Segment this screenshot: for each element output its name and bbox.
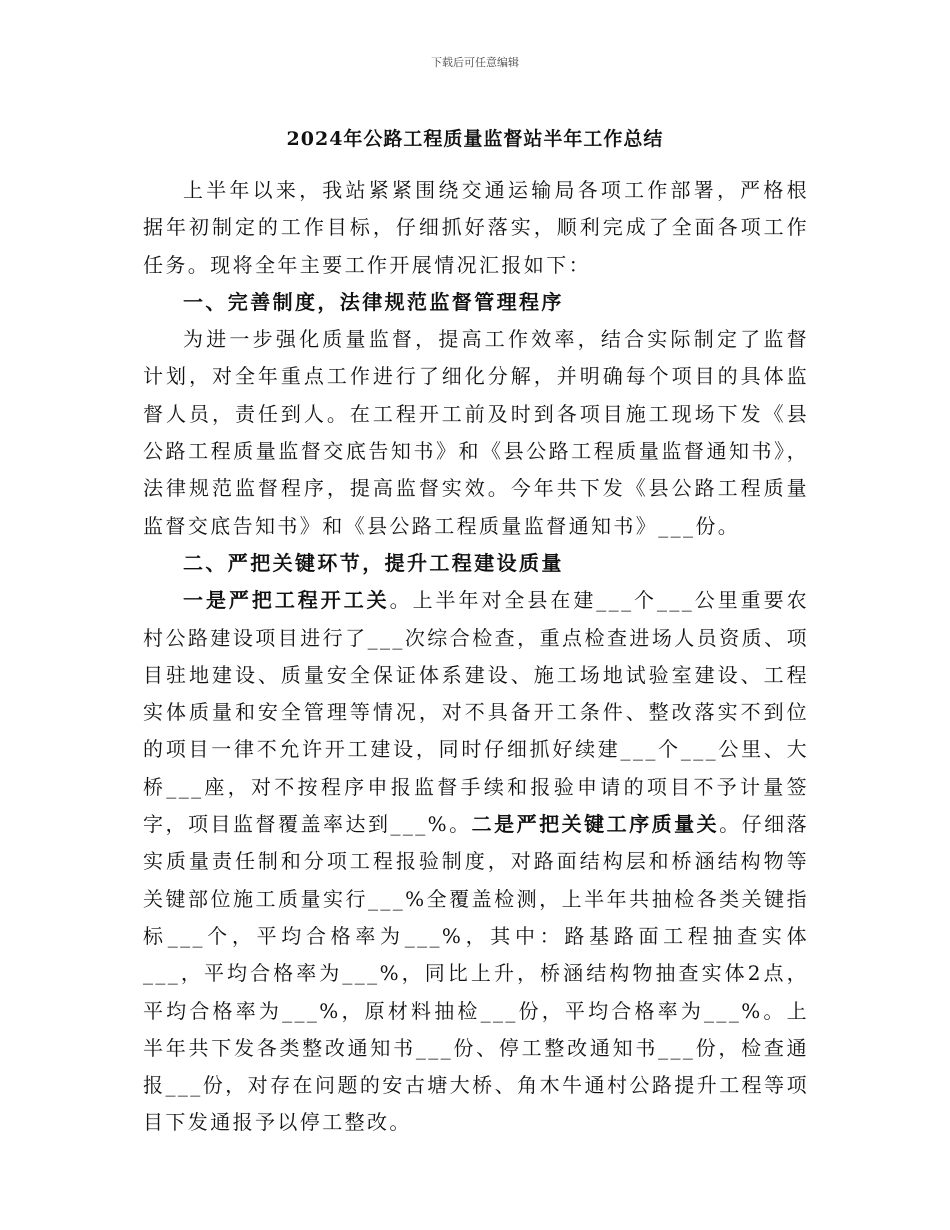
section-2-text-2: 。仔细落实质量责任制和分项工程报验制度，对路面结构层和桥涵结构物等关键部位施工质量实行___%全覆盖检测，上半年共抽检各类关键指标___个，平均合格率为___%，其中：路基路面工程抽查实体___，平均合格率为___%，同比上升，桥涵结构物抽查实体2点，平均合格率为___%，原材料抽检___份，平均合格率为___%。上半年共下发各类整改通知书___份、停工整改通知书___份，检查通报___份，对存在问题的安古塘大桥、角木牛通村公路提升工程等项目下发通报予以停工整改。 [143, 812, 809, 1135]
document-body [143, 172, 809, 1142]
intro-paragraph: 上半年以来，我站紧紧围绕交通运输局各项工作部署，严格根据年初制定的工作目标，仔细抓好落实，顺利完成了全面各项工作任务。现将全年主要工作开展情况汇报如下： [143, 178, 809, 277]
lead-phrase-1: 一是严把工程开工关 [183, 588, 390, 613]
section-2-text-1: 。上半年对全县在建___个___公里重要农村公路建设项目进行了___次综合检查，重点检查进场人员资质、项目驻地建设、质量安全保证体系建设、施工场地试验室建设、工程实体质量和安全管理等情况，对不具备开工条件、整改落实不到位的项目一律不允许开工建设，同时仔细抓好续建___个___公里、大桥___座，对不按程序申报监督手续和报验申请的项目不予计量签字，项目监督覆盖率达到___%。 [143, 588, 809, 837]
lead-phrase-2: 二是严把关键工序质量关 [471, 812, 720, 837]
section-1-heading: 一、完善制度，法律规范监督管理程序 [183, 289, 564, 314]
header-note: 下载后可任意编辑 [431, 56, 519, 69]
document-title: 2024年公路工程质量监督站半年工作总结 [286, 128, 664, 150]
section-2-paragraph [143, 582, 809, 1141]
section-2-heading: 二、严把关键环节，提升工程建设质量 [183, 550, 564, 575]
section-1-paragraph: 为进一步强化质量监督，提高工作效率，结合实际制定了监督计划，对全年重点工作进行了细化分解，并明确每个项目的具体监督人员，责任到人。在工程开工前及时到各项目施工现场下发《县公路工程质量监督交底告知书》和《县公路工程质量监督通知书》，法律规范监督程序，提高监督实效。今年共下发《县公路工程质量监督交底告知书》和《县公路工程质量监督通知书》___份。 [143, 327, 809, 538]
